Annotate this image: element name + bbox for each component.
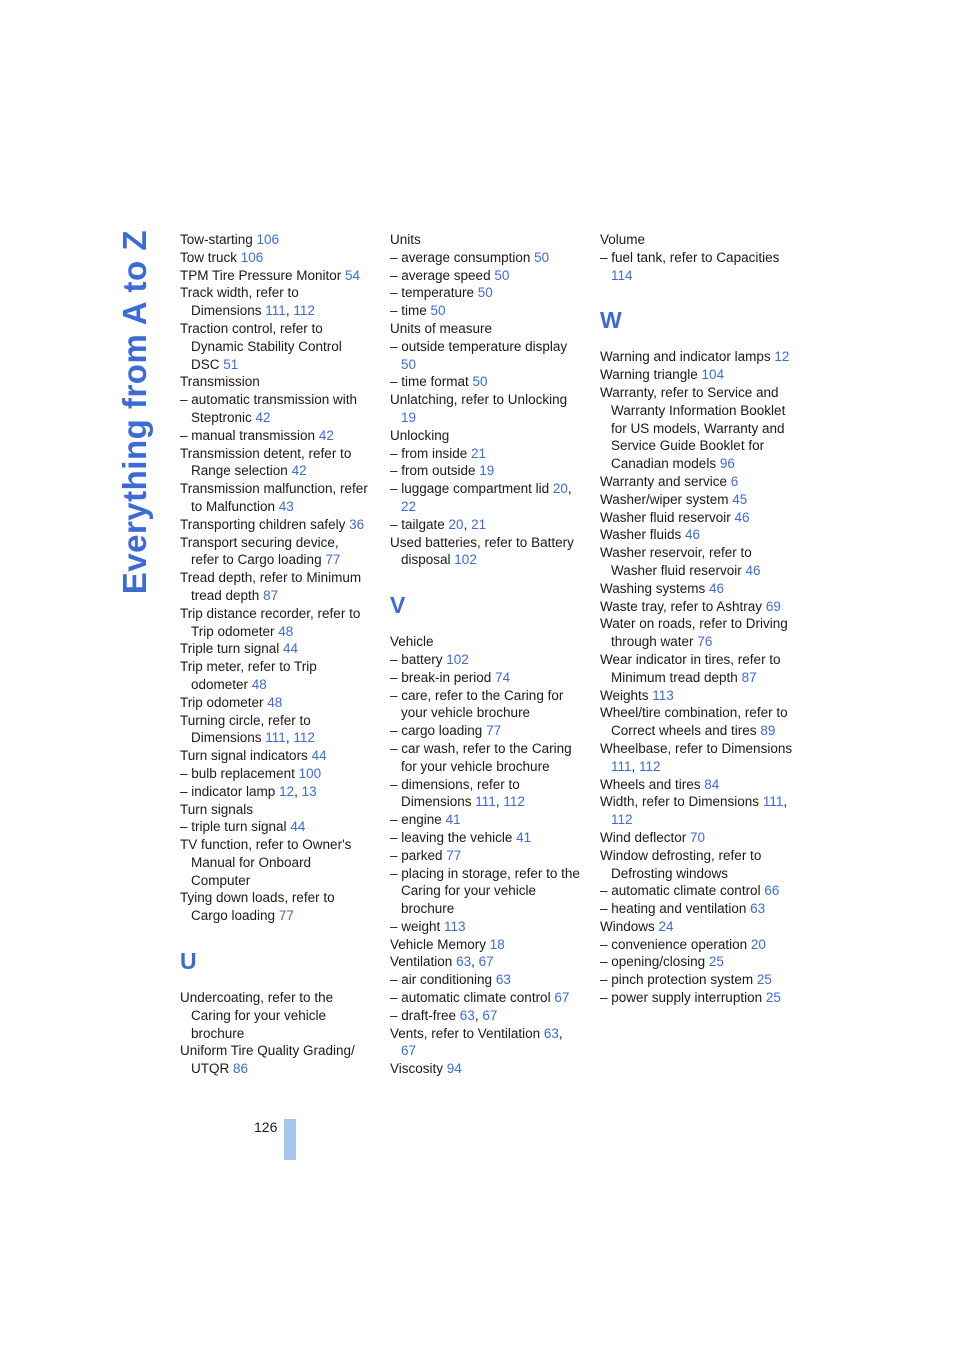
page-ref-link[interactable]: 111 [475, 794, 496, 810]
index-entry [600, 776, 795, 794]
index-entry-text: – leaving the vehicle [390, 829, 517, 845]
page-ref-link[interactable]: 102 [446, 651, 469, 667]
index-entry-text: Trip odometer [180, 694, 268, 710]
page-ref-link[interactable]: 111 [265, 730, 286, 746]
page-ref-link[interactable]: 19 [401, 409, 417, 425]
index-entry [180, 249, 370, 267]
page-ref-link[interactable]: 63 [495, 972, 511, 988]
index-entry-text: – cargo loading [390, 723, 487, 739]
index-entry-text: Triple turn signal [180, 641, 284, 657]
index-entry-text: Unlatching, refer to Unlocking [390, 392, 568, 408]
index-entry [390, 534, 580, 570]
index-entry [390, 338, 580, 374]
page-ref-link[interactable]: 42 [255, 409, 271, 425]
page-ref-link[interactable]: 46 [734, 509, 750, 525]
index-entry-text: – automatic transmission with Steptronic [180, 392, 358, 425]
index-entry [390, 847, 580, 865]
index-entry [180, 836, 370, 889]
page-ref-link[interactable]: 87 [741, 669, 757, 685]
page-ref-link[interactable]: 50 [430, 303, 446, 319]
index-entry-text: – placing in storage, refer to the Caring for your vehicle brochure [390, 865, 580, 917]
page-ref-link[interactable]: 50 [534, 249, 550, 265]
index-entry-text: – break-in period [390, 669, 496, 685]
page-ref-link[interactable]: 12 [279, 783, 295, 799]
page-ref-link[interactable]: 13 [301, 783, 317, 799]
page-ref-link[interactable]: 102 [454, 552, 477, 568]
page-ref-link[interactable]: 20 [448, 516, 464, 532]
page-marker-bar [284, 1119, 296, 1160]
index-entry-text: Units of measure [390, 320, 493, 336]
page-ref-link[interactable]: 54 [345, 267, 361, 283]
index-entry [180, 765, 370, 783]
index-entry [180, 783, 370, 801]
index-entry [600, 615, 795, 651]
index-entry-text: Washer fluid reservoir [600, 509, 735, 525]
index-entry-text: Tread depth, refer to Minimum tread depth [180, 570, 362, 603]
page-ref-link[interactable]: 51 [223, 356, 239, 372]
page-ref-link[interactable]: 113 [444, 918, 466, 934]
page-ref-link[interactable]: 46 [745, 562, 761, 578]
page-ref-link[interactable]: 94 [446, 1061, 462, 1077]
index-entry [390, 462, 580, 480]
index-entry [180, 427, 370, 445]
index-entry [180, 694, 370, 712]
index-entry-text: Wind deflector [600, 829, 691, 845]
page-ref-link[interactable]: 50 [477, 285, 493, 301]
page-ref-link[interactable]: 77 [486, 723, 502, 739]
index-entry [390, 829, 580, 847]
index-entry-text: – heating and ventilation [600, 901, 751, 917]
page-ref-link[interactable]: 46 [685, 527, 701, 543]
index-entry-text: – average speed [390, 267, 495, 283]
page-ref-link[interactable]: 106 [240, 249, 264, 265]
index-entry-text: – battery [390, 651, 447, 667]
index-entry-text: – average consumption [390, 249, 535, 265]
page-ref-link[interactable]: 21 [471, 516, 487, 532]
index-entry [600, 953, 795, 971]
page-ref-link[interactable]: 69 [765, 598, 781, 614]
index-entry-text: Track width, refer to Dimensions [180, 285, 299, 319]
index-entry-text: Trip distance recorder, refer to Trip odometer [180, 605, 361, 639]
index-entry [390, 427, 580, 445]
index-entry-text: – parked [390, 847, 447, 863]
index-entry [180, 284, 370, 320]
index-entry [180, 889, 370, 925]
page-ref-link[interactable]: 44 [290, 819, 306, 835]
index-entry [600, 847, 795, 883]
page-ref-link[interactable]: 100 [298, 765, 322, 781]
index-entry [180, 989, 370, 1042]
index-entry [180, 658, 370, 694]
page-ref-link[interactable]: 44 [311, 748, 327, 764]
index-entry [180, 267, 370, 285]
page-ref-link[interactable]: 25 [765, 990, 781, 1006]
index-entry [180, 231, 370, 249]
index-entry [180, 391, 370, 427]
page-ref-link[interactable]: 63 [459, 1007, 475, 1023]
page-ref-link[interactable]: 96 [719, 456, 735, 472]
index-entry-text: Transmission malfunction, refer to Malfunction [180, 481, 368, 514]
page-ref-link[interactable]: 104 [701, 367, 725, 383]
page-ref-link[interactable]: 45 [732, 491, 748, 507]
index-entry [390, 231, 580, 249]
index-entry [600, 526, 795, 544]
index-entry [390, 633, 580, 651]
page-ref-link[interactable]: 48 [251, 676, 267, 692]
index-entry-text: Wear indicator in tires, refer to Minimum tread depth [600, 651, 781, 685]
index-entry [390, 989, 580, 1007]
index-entry-text: – luggage compartment lid [390, 481, 553, 497]
page-ref-link[interactable]: 77 [446, 847, 462, 863]
page-ref-link[interactable]: 67 [478, 954, 494, 970]
page-ref-link[interactable]: 77 [325, 552, 341, 568]
index-entry-text: – car wash, refer to the Caring for your vehicle brochure [390, 740, 572, 774]
index-entry [180, 320, 370, 373]
index-entry-text: Warning and indicator lamps [600, 349, 775, 365]
index-entry [390, 445, 580, 463]
index-entry [600, 384, 795, 473]
page-ref-link[interactable]: 66 [764, 883, 780, 899]
index-entry-text: Vehicle [390, 634, 434, 650]
index-entry-text: – dimensions, refer to Dimensions [390, 776, 520, 810]
page-ref-link[interactable]: 112 [503, 794, 525, 810]
index-entry-text: – from outside [390, 463, 480, 479]
index-entry [180, 818, 370, 836]
index-entry-text: Undercoating, refer to the Caring for your vehicle brochure [180, 990, 334, 1041]
page-ref-separator: , [495, 794, 504, 810]
index-entry-text: Turn signals [180, 801, 254, 817]
page-ref-link[interactable]: 48 [278, 623, 294, 639]
index-entry-text: – indicator lamp [180, 783, 280, 799]
page-ref-separator: , [463, 516, 472, 532]
page-ref-link[interactable]: 112 [293, 730, 315, 746]
index-entry [390, 918, 580, 936]
index-entry [600, 989, 795, 1007]
index-entry-text: – time format [390, 374, 473, 390]
index-entry-text: Washing systems [600, 580, 710, 596]
index-entry-text: Vents, refer to Ventilation [390, 1025, 544, 1041]
index-entry-text: Transport securing device, refer to Cargo loading [180, 534, 339, 568]
index-entry-text: Transmission [180, 374, 260, 390]
index-entry-text: – temperature [390, 285, 478, 301]
page-ref-link[interactable]: 43 [278, 498, 294, 514]
index-entry [600, 348, 795, 366]
section-letter: U [180, 948, 197, 975]
index-entry [600, 918, 795, 936]
page-ref-link[interactable]: 114 [611, 267, 633, 283]
index-entry-text: Warranty, refer to Service and Warranty Information Booklet for US models, Warranty and Service Guide Booklet for Canadian models [600, 384, 786, 472]
index-entry [390, 302, 580, 320]
page-ref-link[interactable]: 112 [639, 758, 661, 774]
index-entry-text: – convenience operation [600, 936, 751, 952]
index-entry [600, 882, 795, 900]
index-entry-text: – care, refer to the Caring for your vehicle brochure [390, 687, 564, 721]
index-entry [600, 971, 795, 989]
index-entry-text: Waste tray, refer to Ashtray [600, 598, 766, 614]
page-ref-link[interactable]: 67 [401, 1043, 417, 1059]
page-ref-link[interactable]: 19 [479, 463, 495, 479]
index-entry-text: Volume [600, 232, 646, 247]
index-entry-text: – time [390, 303, 431, 319]
index-entry [390, 284, 580, 302]
index-entry-text: – tailgate [390, 516, 449, 532]
index-entry-text: – from inside [390, 445, 472, 461]
index-entry [390, 1025, 580, 1061]
index-entry [600, 704, 795, 740]
page-ref-link[interactable]: 20 [552, 481, 568, 497]
page-ref-separator: , [631, 758, 640, 774]
index-entry-text: – opening/closing [600, 954, 709, 970]
index-entry [600, 687, 795, 705]
index-entry [390, 811, 580, 829]
index-entry-text: Transmission detent, refer to Range selection [180, 445, 352, 479]
page-ref-link[interactable]: 12 [774, 349, 790, 365]
index-entry-text: Turning circle, refer to Dimensions [180, 712, 311, 746]
index-entry-text: Unlocking [390, 427, 450, 443]
page-number: 126 [254, 1119, 278, 1135]
page-ref-link[interactable]: 87 [263, 587, 279, 603]
index-entry-text: Window defrosting, refer to Defrosting windows [600, 847, 762, 881]
page-ref-link[interactable]: 113 [652, 687, 674, 703]
page-ref-link[interactable]: 86 [233, 1061, 249, 1077]
index-entry-text: – pinch protection system [600, 972, 757, 988]
index-entry [180, 747, 370, 765]
index-column-1 [180, 231, 370, 1078]
page-ref-link[interactable]: 21 [471, 445, 487, 461]
index-entry-text: Wheel/tire combination, refer to Correct wheels and tires [600, 705, 788, 739]
index-entry-text: Ventilation [390, 954, 457, 970]
page-ref-link[interactable]: 63 [543, 1025, 559, 1041]
index-entry-text: – draft-free [390, 1007, 460, 1023]
page-ref-separator: , [294, 783, 302, 799]
index-entry [600, 651, 795, 687]
index-entry-text: Wheels and tires [600, 776, 705, 792]
index-entry-text: Tow truck [180, 249, 241, 265]
index-entry [180, 445, 370, 481]
index-entry [600, 366, 795, 384]
index-entry [390, 267, 580, 285]
page-ref-link[interactable]: 63 [456, 954, 472, 970]
index-entry [600, 491, 795, 509]
index-entry [390, 936, 580, 954]
page-ref-link[interactable]: 22 [401, 498, 417, 514]
index-entry [390, 971, 580, 989]
index-entry-text: – automatic climate control [600, 883, 765, 899]
index-entry [180, 1042, 370, 1078]
index-entry-text: Warning triangle [600, 367, 702, 383]
index-column-3 [600, 231, 795, 1007]
page-ref-separator: , [567, 481, 572, 497]
index-entry [180, 516, 370, 534]
page-ref-link[interactable]: 42 [318, 427, 334, 443]
page-ref-link[interactable]: 89 [760, 723, 776, 739]
page-ref-link[interactable]: 6 [730, 473, 739, 489]
page-ref-separator: , [783, 794, 788, 810]
index-entry-text: Washer reservoir, refer to Washer fluid reservoir [600, 545, 752, 578]
index-entry [390, 373, 580, 391]
index-entry-text: – bulb replacement [180, 765, 299, 781]
page-ref-link[interactable]: 48 [267, 694, 283, 710]
index-entry-text: Tow-starting [180, 232, 257, 247]
index-entry [390, 669, 580, 687]
index-entry [600, 231, 795, 249]
index-entry [180, 605, 370, 641]
index-entry-text: – automatic climate control [390, 990, 555, 1006]
page-ref-link[interactable]: 63 [750, 901, 766, 917]
index-entry [390, 516, 580, 534]
index-entry [180, 801, 370, 819]
page-ref-separator: , [471, 954, 479, 970]
index-entry [600, 544, 795, 580]
index-entry-text: Washer/wiper system [600, 491, 733, 507]
index-entry [600, 829, 795, 847]
index-entry [390, 249, 580, 267]
index-entry-text: Vehicle Memory [390, 936, 490, 952]
index-entry [180, 712, 370, 748]
index-entry-text: TV function, refer to Owner's Manual for Onboard Computer [180, 837, 352, 888]
index-entry-text: Wheelbase, refer to Dimensions [600, 740, 793, 756]
index-entry [600, 598, 795, 616]
index-entry [600, 793, 795, 829]
page-ref-link[interactable]: 41 [516, 829, 532, 845]
index-entry-text: Traction control, refer to Dynamic Stability Control DSC [180, 320, 342, 372]
page-ref-link[interactable]: 67 [554, 990, 570, 1006]
index-entry [390, 953, 580, 971]
page-ref-link[interactable]: 77 [278, 908, 294, 924]
index-entry-text: – power supply interruption [600, 990, 766, 1006]
index-entry-text: TPM Tire Pressure Monitor [180, 267, 346, 283]
index-entry-text: Viscosity [390, 1061, 447, 1077]
index-entry-text: – engine [390, 812, 446, 828]
page-ref-link[interactable]: 25 [708, 954, 724, 970]
section-letter: W [600, 307, 622, 334]
index-entry [600, 900, 795, 918]
index-entry [180, 640, 370, 658]
index-entry [390, 865, 580, 918]
index-column-2 [390, 231, 580, 1078]
index-entry [390, 740, 580, 776]
index-entry [390, 1060, 580, 1078]
index-entry-text: – fuel tank, refer to Capacities [600, 249, 780, 265]
index-entry-text: Uniform Tire Quality Grading/ UTQR [180, 1043, 355, 1077]
page-ref-link[interactable]: 25 [756, 972, 772, 988]
page-ref-link[interactable]: 111 [762, 794, 784, 810]
page-ref-separator: , [558, 1025, 563, 1041]
page-ref-link[interactable]: 20 [750, 936, 766, 952]
page-ref-link[interactable]: 44 [283, 641, 299, 657]
index-entry-text: – manual transmission [180, 427, 319, 443]
page-ref-link[interactable]: 112 [611, 812, 633, 828]
page-ref-link[interactable]: 41 [445, 812, 461, 828]
page-ref-link[interactable]: 112 [293, 303, 315, 319]
side-title: Everything from A to Z [116, 230, 153, 595]
section-letter: V [390, 592, 406, 619]
page-ref-link[interactable]: 50 [472, 374, 488, 390]
index-entry-text: – triple turn signal [180, 819, 291, 835]
index-entry [180, 569, 370, 605]
page-ref-link[interactable]: 67 [482, 1007, 498, 1023]
index-entry [600, 936, 795, 954]
index-entry [390, 391, 580, 427]
page-ref-link[interactable]: 74 [495, 669, 511, 685]
index-entry-text: Transporting children safely [180, 516, 350, 532]
index-entry-text: Tying down loads, refer to Cargo loading [180, 890, 335, 924]
index-entry [600, 740, 795, 776]
index-entry [180, 534, 370, 570]
index-entry-text: Warranty and service [600, 473, 731, 489]
index-entry-text: Water on roads, refer to Driving through water [600, 616, 788, 650]
page-ref-separator: , [285, 303, 294, 319]
page-ref-link[interactable]: 46 [709, 580, 725, 596]
page-ref-link[interactable]: 50 [494, 267, 510, 283]
page-ref-link[interactable]: 111 [265, 303, 286, 319]
page-ref-link[interactable]: 84 [704, 776, 720, 792]
index-entry [390, 722, 580, 740]
index-entry-text: Units [390, 232, 421, 247]
index-entry-text: – outside temperature display [390, 338, 568, 354]
page-ref-link[interactable]: 70 [690, 829, 706, 845]
page-ref-link[interactable]: 36 [349, 516, 365, 532]
page-ref-link[interactable]: 42 [291, 463, 307, 479]
page-ref-link[interactable]: 50 [401, 356, 417, 372]
page-ref-link[interactable]: 76 [697, 634, 713, 650]
page-ref-link[interactable]: 24 [658, 918, 674, 934]
index-entry [390, 480, 580, 516]
index-entry-text: – air conditioning [390, 972, 496, 988]
index-entry [180, 480, 370, 516]
index-entry [390, 687, 580, 723]
index-entry [180, 373, 370, 391]
page-ref-separator: , [285, 730, 294, 746]
index-entry-text: Weights [600, 687, 653, 703]
page-ref-separator: , [474, 1007, 483, 1023]
index-entry [390, 776, 580, 812]
index-entry-text: Windows [600, 918, 659, 934]
index-entry [600, 580, 795, 598]
index-entry-text: Turn signal indicators [180, 748, 312, 764]
index-entry [600, 509, 795, 527]
index-entry [390, 651, 580, 669]
page-ref-link[interactable]: 111 [611, 758, 632, 774]
index-entry [600, 473, 795, 491]
index-entry-text: Washer fluids [600, 527, 686, 543]
index-entry [390, 320, 580, 338]
index-entry-text: Trip meter, refer to Trip odometer [180, 659, 317, 692]
page-ref-link[interactable]: 18 [489, 936, 505, 952]
index-entry-text: Width, refer to Dimensions [600, 794, 763, 810]
index-entry-text: – weight [390, 918, 445, 934]
index-entry [390, 1007, 580, 1025]
index-entry-text: Used batteries, refer to Battery disposal [390, 534, 574, 568]
page-ref-link[interactable]: 106 [256, 232, 280, 247]
index-entry [600, 249, 795, 285]
